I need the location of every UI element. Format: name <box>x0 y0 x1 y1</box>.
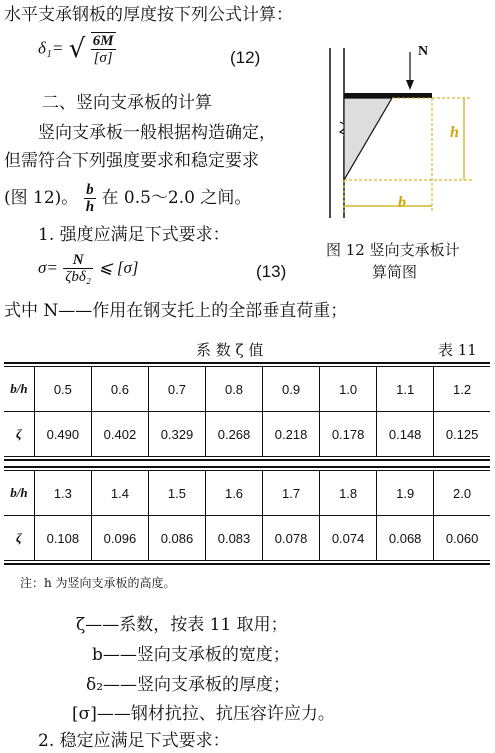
bh-numerator: b <box>84 182 96 199</box>
eq12-lhs: δ₁= <box>38 38 64 58</box>
table-11-part-1 <box>4 362 490 461</box>
eq13-number: (13) <box>256 262 287 281</box>
cell: 0.125 <box>434 412 490 457</box>
cell: 0.268 <box>205 412 262 457</box>
cell: 0.074 <box>320 516 377 561</box>
cell: 1.9 <box>377 471 434 516</box>
cell: 1.6 <box>205 471 262 516</box>
cell: 0.178 <box>320 412 377 457</box>
definition-zeta: ζ——系数，按表 11 取用； <box>76 615 288 635</box>
definition-b: b——竖向支承板的宽度； <box>92 645 290 665</box>
cell: 0.086 <box>148 516 205 561</box>
eq13-lhs: σ= <box>38 258 58 277</box>
table-note: 注：h 为竖向支承板的高度。 <box>20 576 176 590</box>
definition-sigma: [σ]——钢材抗拉、抗压容许应力。 <box>72 704 335 724</box>
cell: 0.9 <box>263 367 320 412</box>
cell: 0.078 <box>263 516 320 561</box>
cell: 0.068 <box>377 516 434 561</box>
cell: 1.7 <box>263 471 320 516</box>
cell: 0.108 <box>34 516 91 561</box>
table-number: 表 11 <box>438 341 477 359</box>
cell: 0.060 <box>434 516 490 561</box>
table-title: 系 数 ζ 值 <box>196 341 264 359</box>
figure-ref: (图 12)。 <box>4 188 79 208</box>
item-1: 1. 强度应满足下式要求： <box>38 225 230 245</box>
item-2: 2. 稳定应满足下式要求： <box>38 731 230 751</box>
row-label: b/h <box>4 367 34 412</box>
cell: 0.148 <box>377 412 434 457</box>
cell: 0.083 <box>205 516 262 561</box>
sqrt-sign: √ <box>68 34 86 64</box>
where-line: 式中 N——作用在钢支托上的全部垂直荷重； <box>4 301 348 321</box>
table-11-part-2 <box>4 466 490 565</box>
eq12-numerator: 6M <box>92 33 114 49</box>
figure-label-b: b <box>398 194 406 211</box>
cell: 2.0 <box>434 471 490 516</box>
cell: 1.0 <box>320 367 377 412</box>
eq12-number: (12) <box>230 48 261 67</box>
table-row-bh <box>4 367 490 412</box>
table-row-zeta <box>4 412 490 457</box>
cell: 0.7 <box>148 367 205 412</box>
section-title: 二、竖向支承板的计算 <box>42 93 212 113</box>
cell: 1.4 <box>91 471 148 516</box>
cell: 1.5 <box>148 471 205 516</box>
table-row-zeta <box>4 516 490 561</box>
paragraph-line-1: 竖向支承板一般根据构造确定， <box>38 123 276 143</box>
cell: 0.218 <box>263 412 320 457</box>
equation-12 <box>38 32 116 66</box>
figure-caption-line-2: 算简图 <box>372 263 418 281</box>
cell: 1.2 <box>434 367 490 412</box>
eq13-rhs: ⩽ [σ] <box>98 258 139 277</box>
row-label: ζ <box>4 516 34 561</box>
cell: 0.402 <box>91 412 148 457</box>
equation-13 <box>38 252 139 285</box>
figure-12-diagram <box>322 40 492 225</box>
table-row-bh <box>4 471 490 516</box>
eq12-fraction <box>91 32 116 66</box>
cell: 0.490 <box>34 412 91 457</box>
cell: 0.096 <box>91 516 148 561</box>
row-label: ζ <box>4 412 34 457</box>
eq13-numerator: N <box>63 252 93 269</box>
bh-denominator: h <box>85 199 95 215</box>
range-text: 在 0.5～2.0 之间。 <box>101 188 252 208</box>
paragraph-line-2: 但需符合下列强度要求和稳定要求 <box>4 151 259 171</box>
cell: 0.8 <box>205 367 262 412</box>
eq13-fraction <box>63 252 93 285</box>
figure-caption-line-1: 图 12 竖向支承板计 <box>326 241 460 259</box>
cell: 0.5 <box>34 367 91 412</box>
cell: 1.1 <box>377 367 434 412</box>
definition-delta2: δ₂——竖向支承板的厚度； <box>86 675 291 695</box>
eq13-denominator: ζbδ₂ <box>65 269 92 285</box>
cell: 0.6 <box>91 367 148 412</box>
intro-line: 水平支承钢板的厚度按下列公式计算： <box>4 5 293 25</box>
bh-fraction <box>84 182 96 215</box>
eq12-denominator: [σ] <box>93 50 113 66</box>
paragraph-line-3 <box>4 182 251 215</box>
cell: 1.3 <box>34 471 91 516</box>
cell: 1.8 <box>320 471 377 516</box>
figure-label-h: h <box>450 124 459 141</box>
figure-label-N: N <box>418 44 429 59</box>
cell: 0.329 <box>148 412 205 457</box>
row-label: b/h <box>4 471 34 516</box>
